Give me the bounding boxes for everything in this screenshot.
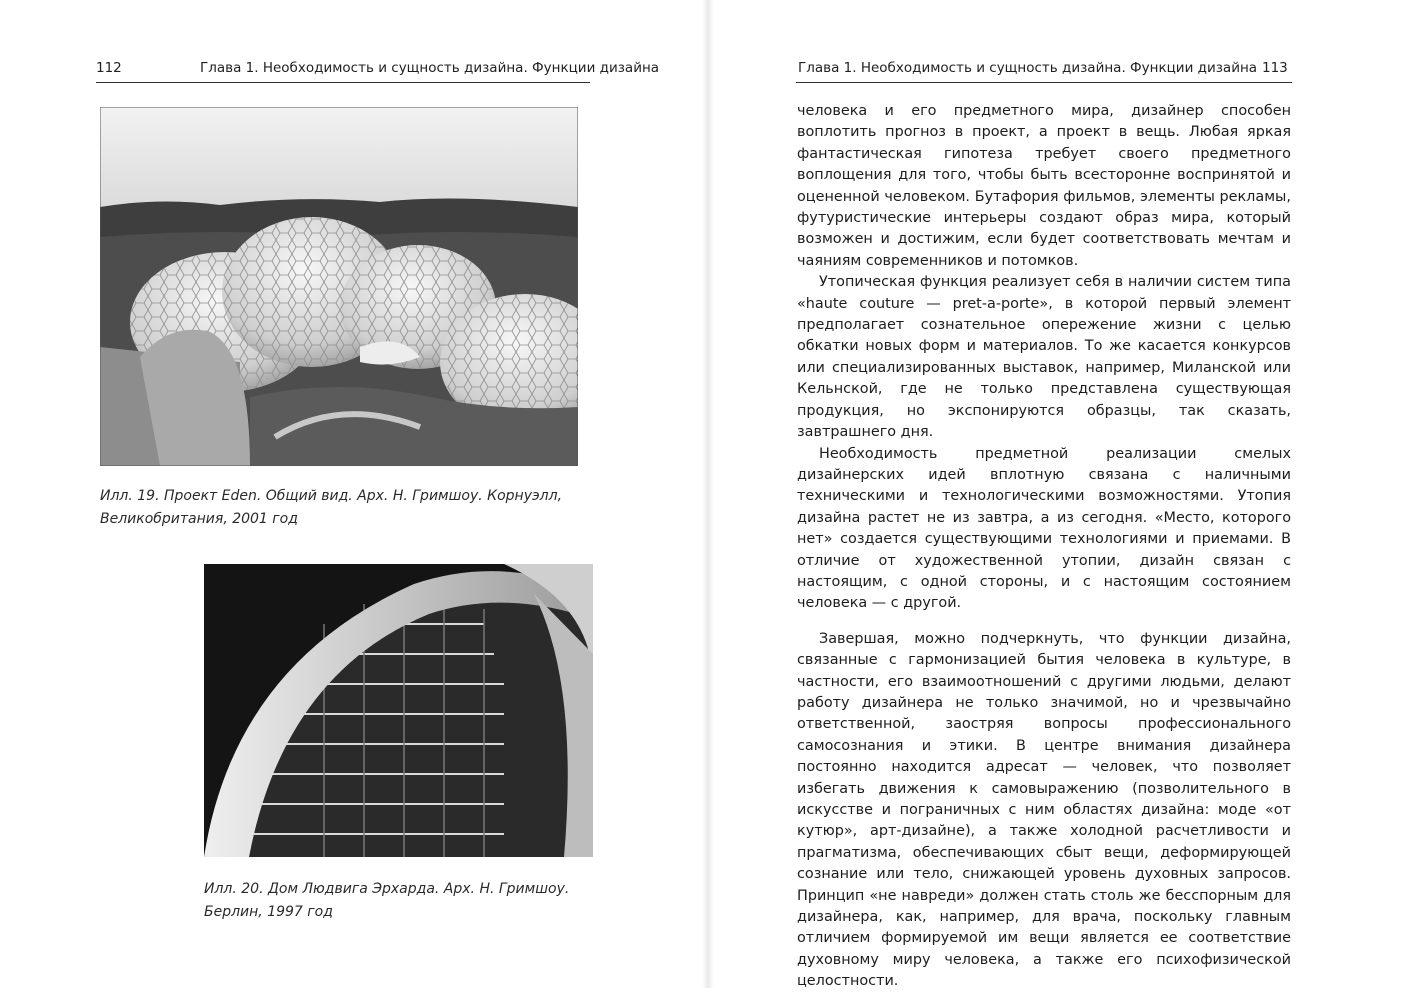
right-page-body xyxy=(797,101,1291,993)
figure-19-caption xyxy=(100,485,600,531)
left-running-head: Глава 1. Необходимость и сущность дизайна. Функции дизайна xyxy=(200,60,660,76)
right-page-number: 113 xyxy=(1262,60,1288,76)
figure-20-caption-line1: Илл. 20. Дом Людвига Эрхарда. Арх. Н. Гримшоу. xyxy=(204,881,570,897)
left-page xyxy=(0,0,707,988)
ludwig-erhard-house-photo xyxy=(204,564,593,857)
left-page-number: 112 xyxy=(96,60,122,76)
left-header-rule xyxy=(96,82,590,83)
paragraph-2: Утопическая функция реализует себя в наличии систем типа «haute couture — pret-a-porte», в которой первый элемент предполагает сознательное опережение жизни с целью обкатки новых форм и материалов. То же касается конкурсов или специализированных выставок, например, Миланской или Кельнской, где не только представлена существующая продукция, но экспонируются образцы, так сказать, завтрашнего дня. xyxy=(797,274,1291,441)
figure-20-caption-line2: Берлин, 1997 год xyxy=(204,904,333,920)
figure-19-caption-line2: Великобритания, 2001 год xyxy=(100,511,298,527)
figure-19-caption-line1: Илл. 19. Проект Eden. Общий вид. Арх. Н. Гримшоу. Корнуэлл, xyxy=(100,488,563,504)
ludwig-erhard-house-illustration xyxy=(204,564,593,857)
eden-project-illustration xyxy=(100,107,578,466)
paragraph-4: Завершая, можно подчеркнуть, что функции дизайна, связанные с гармонизацией бытия человека в культуре, в частности, его взаимоотношений с другими людьми, делают работу дизайнера не только значимой, но и чрезвычайно ответственной, заостряя вопросы профессионального самосознания и этики. В центре внимания дизайнера постоянно находится адресат — человек, что позволяет избегать движения к самовыражению (позволительного в искусстве и пограничных с ним областях дизайна: моде «от кутюр», арт-дизайне), а также холодной расчетливости и прагматизма, обеспечивающих сбыт вещи, деформирующей сознание или тело, снижающей уровень духовных запросов. Принцип «не навреди» должен стать столь же бесспорным для дизайнера, как, например, для врача, поскольку главным отличием формируемой им вещи является ее соответствие духовному миру человека, а также его психофизической целостности. xyxy=(797,630,1291,990)
paragraph-1: человека и его предметного мира, дизайнер способен воплотить прогноз в проект, а проект в вещь. Любая яркая фантастическая гипотеза требует своего предметного воплощения для того, чтобы быть всесторонне воспринятой и оцененной человеком. Бутафория фильмов, элементы рекламы, футуристические интерьеры создают образ мира, который возможен и достижим, если будет соответствовать мечтам и чаяниям современников и потомков. xyxy=(797,103,1291,269)
figure-20-caption xyxy=(204,878,624,924)
eden-project-photo xyxy=(100,107,578,466)
right-running-head: Глава 1. Необходимость и сущность дизайна. Функции дизайна xyxy=(798,60,1258,76)
paragraph-3: Необходимость предметной реализации смелых дизайнерских идей вплотную связана с наличными техническими и технологическими возможностями. Утопия дизайна растет не из завтра, а из сегодня. «Место, которого нет» создается существующими технологиями и приемами. В отличие от художественной утопии, дизайн связан с настоящим, с одной стороны, и с настоящим состоянием человека — с другой. xyxy=(797,445,1291,612)
right-header-rule xyxy=(796,82,1292,83)
